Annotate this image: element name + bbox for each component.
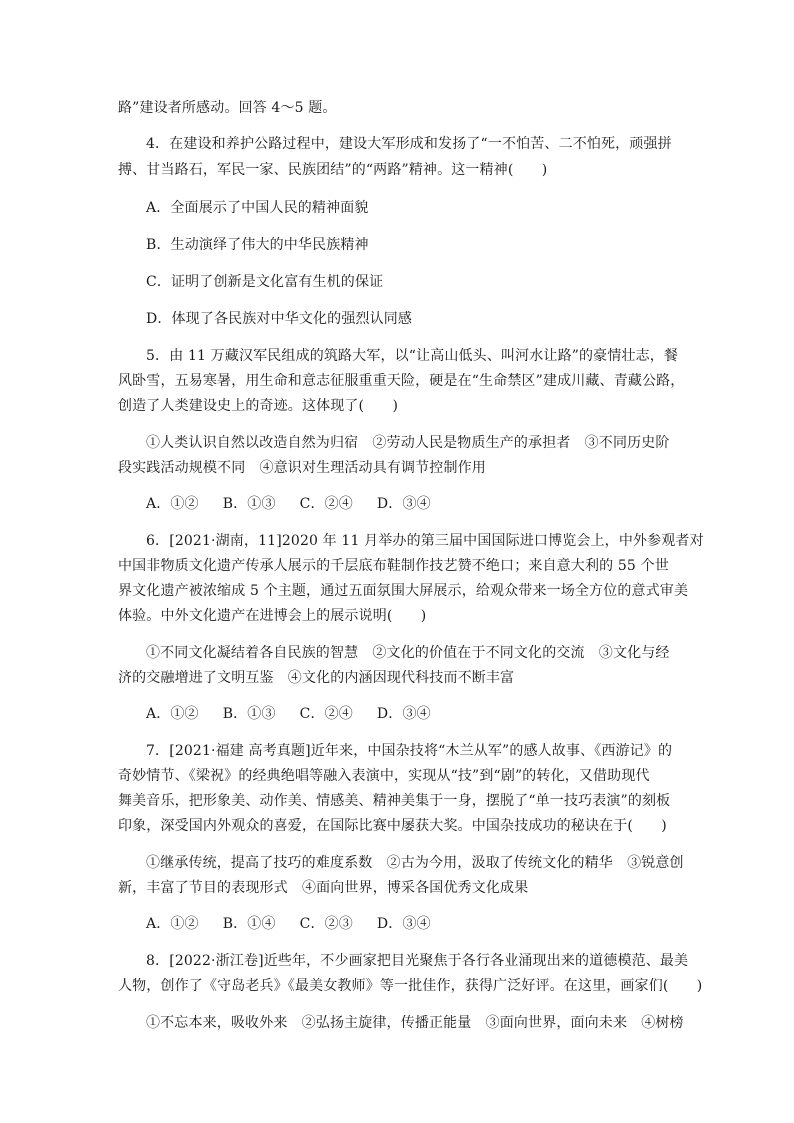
q7-choice-d: D．③④ — [376, 916, 431, 932]
q8-stem-line-2: 人物，创作了《守岛老兵》《最美女教师》等一批佳作，获得广泛好评。在这里，画家们( ) — [118, 978, 703, 994]
q6-statements-line-1: ①不同文化凝结着各自民族的智慧 ②文化的价值在于不同文化的交流 ③文化与经 — [146, 645, 670, 661]
q5-stem-line-2: 风卧雪，五易寒暑，用生命和意志征服重重天险，硬是在“生命禁区”建成川藏、青藏公路， — [118, 373, 685, 389]
q5-stem-line-3: 创造了人类建设史上的奇迹。这体现了( ) — [118, 398, 399, 414]
q5-choice-a: A．①② — [146, 496, 199, 512]
q6-choice-d: D．③④ — [376, 706, 431, 722]
q6-choice-b: B．①③ — [222, 706, 276, 722]
q7-stem-line-3: 舞美音乐，把形象美、动作美、情感美、精神美集于一身，摆脱了“单一技巧表演”的刻板 — [118, 793, 671, 809]
q8-stem-line-1: 8．[2022·浙江卷]近些年，不少画家把目光聚焦于各行各业涌现出来的道德模范、最美 — [146, 953, 689, 969]
intro-tail: 路”建设者所感动。回答 4～5 题。 — [118, 100, 337, 116]
q7-stem-line-1: 7．[2021·福建 高考真题]近年来，中国杂技将“木兰从军”的感人故事、《西游记》的 — [146, 743, 673, 759]
q7-stem-line-2: 奇妙情节、《梁祝》的经典绝唱等融入表演中，实现从“技”到“剧”的转化，又借助现代 — [118, 768, 650, 784]
q7-statements-line-2: 新，丰富了节目的表现形式 ④面向世界，博采各国优秀文化成果 — [118, 880, 529, 896]
q6-stem-line-3: 界文化遗产被浓缩成 5 个主题，通过五面氛围大屏展示，给观众带来一场全方位的意式审美 — [118, 583, 689, 599]
q4-option-d: D．体现了各民族对中华文化的强烈认同感 — [146, 311, 413, 327]
q4-option-c: C．证明了创新是文化富有生机的保证 — [146, 274, 384, 290]
q5-stem-line-1: 5．由 11 万藏汉军民组成的筑路大军，以“让高山低头、叫河水让路”的豪情壮志，餐 — [146, 348, 679, 364]
q5-choice-d: D．③④ — [376, 496, 431, 512]
q7-choice-b: B．①④ — [222, 916, 276, 932]
q8-statements-line-1: ①不忘本来，吸收外来 ②弘扬主旋律，传播正能量 ③面向世界，面向未来 ④树榜 — [146, 1015, 684, 1031]
q6-choice-a: A．①② — [146, 706, 199, 722]
q6-stem-line-2: 中国非物质文化遗产传承人展示的千层底布鞋制作技艺赞不绝口；来自意大利的 55 个世 — [118, 558, 669, 574]
q6-choices — [146, 704, 706, 724]
q4-stem-line-2: 搏、甘当路石，军民一家、民族团结”的“两路”精神。这一精神( ) — [118, 162, 548, 178]
q6-choice-c: C．②④ — [299, 706, 353, 722]
q6-stem-line-1: 6．[2021·湖南，11]2020 年 11 月举办的第三届中国国际进口博览会上，中外参观者对 — [146, 533, 704, 549]
q5-choice-b: B．①③ — [222, 496, 276, 512]
q4-stem-line-1: 4．在建设和养护公路过程中，建设大军形成和发扬了“一不怕苦、二不怕死，顽强拼 — [146, 136, 672, 152]
q5-choices — [146, 494, 706, 514]
q7-choices — [146, 914, 706, 934]
q7-choice-c: C．②③ — [299, 916, 353, 932]
q5-statements-line-2: 段实践活动规模不同 ④意识对生理活动具有调节控制作用 — [118, 460, 486, 476]
q5-choice-c: C．②④ — [299, 496, 353, 512]
q6-statements-line-2: 济的交融增进了文明互鉴 ④文化的内涵因现代科技而不断丰富 — [118, 670, 515, 686]
q5-statements-line-1: ①人类认识自然以改造自然为归宿 ②劳动人民是物质生产的承担者 ③不同历史阶 — [146, 435, 670, 451]
q4-option-b: B．生动演绎了伟大的中华民族精神 — [146, 237, 369, 253]
q7-statements-line-1: ①继承传统，提高了技巧的难度系数 ②古为今用，汲取了传统文化的精华 ③锐意创 — [146, 855, 684, 871]
q4-option-a: A．全面展示了中国人民的精神面貌 — [146, 200, 369, 216]
q7-stem-line-4: 印象，深受国内外观众的喜爱，在国际比赛中屡获大奖。中国杂技成功的秘诀在于( ) — [118, 818, 667, 834]
q7-choice-a: A．①② — [146, 916, 199, 932]
q6-stem-line-4: 体验。中外文化遗产在进博会上的展示说明( ) — [118, 608, 427, 624]
